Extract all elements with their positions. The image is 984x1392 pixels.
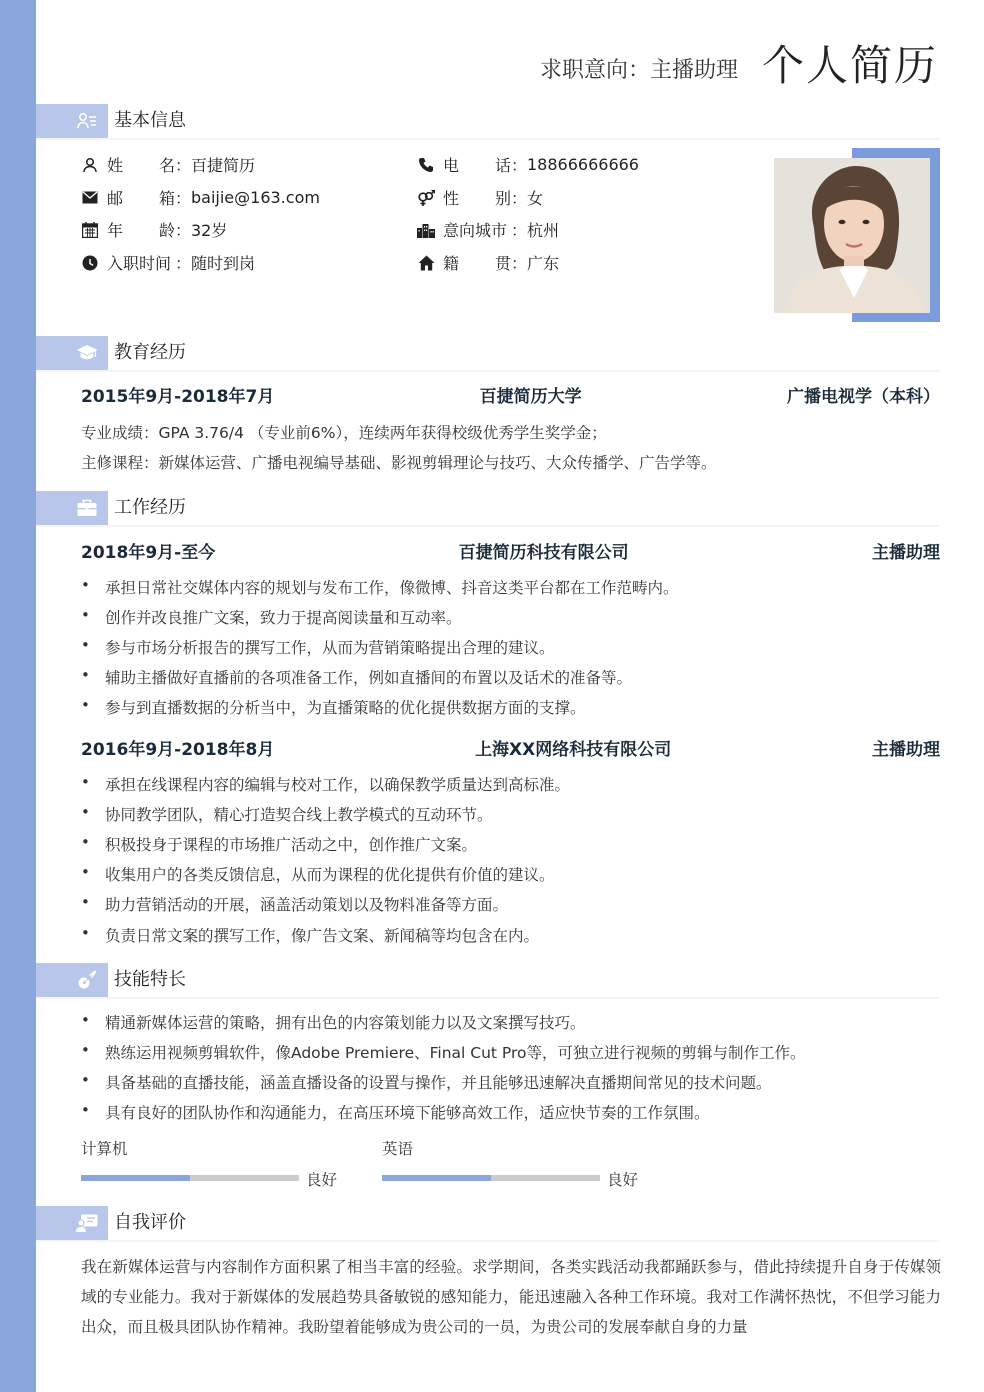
section-title: 教育经历 [114, 342, 186, 363]
section-education [36, 336, 940, 370]
job-bullet: • 积极投身于课程的市场推广活动之中，创作推广文案。 [81, 833, 478, 854]
gender-icon [417, 189, 435, 207]
briefcase-icon [76, 497, 98, 519]
skill-bar-fill [382, 1175, 491, 1181]
info-gender [417, 186, 543, 209]
info-email [81, 186, 320, 209]
job-bullet: • 承担日常社交媒体内容的规划与发布工作，像微博、抖音这类平台都在工作范畴内。 [81, 576, 679, 597]
value-phone: 18866666666 [527, 155, 639, 174]
skill-level-english: 良好 [607, 1171, 639, 1189]
info-phone [417, 153, 639, 176]
left-accent-bar [0, 0, 36, 1392]
info-entry [81, 251, 255, 274]
value-email: baijie@163.com [191, 188, 320, 207]
label-age: 年 龄： [107, 221, 191, 240]
section-skills [36, 963, 940, 997]
job-period: 2018年9月-至今 [81, 543, 216, 563]
info-age [81, 218, 227, 241]
job-company: 上海XX网络科技有限公司 [475, 740, 672, 760]
job-bullet: • 辅助主播做好直播前的各项准备工作，例如直播间的布置以及话术的准备等。 [81, 666, 633, 687]
info-city [417, 218, 559, 241]
value-age: 32岁 [191, 221, 228, 240]
section-title: 工作经历 [114, 497, 186, 518]
section-basic-info [36, 104, 940, 138]
skill-name-computer: 计算机 [81, 1140, 128, 1158]
guitar-icon [76, 969, 98, 991]
person-icon [81, 156, 99, 174]
job-bullet: • 收集用户的各类反馈信息，从而为课程的优化提供有价值的建议。 [81, 863, 555, 884]
job-bullet: • 助力营销活动的开展，涵盖活动策划以及物料准备等方面。 [81, 893, 509, 914]
label-origin: 籍 贯： [443, 254, 527, 273]
skill-bullet: • 具备基础的直播技能，涵盖直播设备的设置与操作，并且能够迅速解决直播期间常见的技术问题。 [81, 1071, 772, 1092]
phone-icon [417, 156, 435, 174]
skill-bullet: • 精通新媒体运营的策略，拥有出色的内容策划能力以及文案撰写技巧。 [81, 1011, 586, 1032]
section-title: 自我评价 [114, 1212, 186, 1233]
info-origin [417, 251, 559, 274]
label-gender: 性 别： [443, 189, 527, 208]
calendar-icon [81, 221, 99, 239]
job-bullet: • 承担在线课程内容的编辑与校对工作，以确保教学质量达到高标准。 [81, 773, 571, 794]
job-row [81, 538, 940, 563]
edu-major: 广播电视学（本科） [787, 387, 940, 407]
edu-period: 2015年9月-2018年7月 [81, 387, 275, 407]
edu-line-2: 主修课程：新媒体运营、广播电视编导基础、影视剪辑理论与技巧、大众传播学、广告学等。 [81, 454, 717, 472]
label-name: 姓 名： [107, 156, 191, 175]
job-bullet: • 参与到直播数据的分析当中，为直播策略的优化提供数据方面的支撑。 [81, 696, 586, 717]
skill-level-computer: 良好 [306, 1171, 338, 1189]
person-list-icon [76, 110, 98, 132]
edu-line-1: 专业成绩：GPA 3.76/4 （专业前6%），连续两年获得校级优秀学生奖学金； [81, 424, 607, 442]
skill-bar-fill [81, 1175, 190, 1181]
section-self-eval [36, 1206, 940, 1240]
skill-bullet: • 熟练运用视频剪辑软件，像Adobe Premiere、Final Cut Pro等，可独立进行视频的剪辑与制作工作。 [81, 1041, 806, 1062]
section-title: 基本信息 [114, 110, 186, 131]
resume-header [540, 38, 938, 94]
job-bullet: • 参与市场分析报告的撰写工作，从而为营销策略提出合理的建议。 [81, 636, 555, 657]
section-work [36, 491, 940, 525]
value-city: 杭州 [527, 221, 560, 240]
info-name [81, 153, 255, 176]
section-title: 技能特长 [114, 969, 186, 990]
job-intent: 求职意向：主播助理 [539, 58, 738, 83]
clock-icon [81, 254, 99, 272]
label-city: 意向城市 ： [443, 221, 527, 240]
graduation-cap-icon [76, 342, 98, 364]
skill-bullet: • 具有良好的团队协作和沟通能力，在高压环境下能够高效工作，适应快节奏的工作氛围。 [81, 1101, 710, 1122]
label-email: 邮 箱： [107, 189, 191, 208]
education-row [81, 382, 940, 407]
skill-bar-computer [81, 1175, 299, 1181]
label-phone: 电 话： [443, 156, 527, 175]
edu-school: 百捷简历大学 [479, 387, 582, 407]
job-period: 2016年9月-2018年8月 [81, 740, 275, 760]
home-icon [417, 254, 435, 272]
skill-name-english: 英语 [382, 1140, 414, 1158]
value-entry: 随时到岗 [191, 254, 256, 273]
value-gender: 女 [527, 189, 544, 208]
chat-user-icon [76, 1212, 98, 1234]
job-company: 百捷简历科技有限公司 [458, 543, 629, 563]
job-bullet: • 创作并改良推广文案，致力于提高阅读量和互动率。 [81, 606, 462, 627]
value-origin: 广东 [527, 254, 560, 273]
envelope-icon [81, 189, 99, 207]
profile-photo [774, 158, 930, 313]
job-row [81, 735, 940, 760]
job-role: 主播助理 [872, 740, 940, 760]
label-entry: 入职时间 ： [107, 254, 191, 273]
job-bullet: • 协同教学团队，精心打造契合线上教学模式的互动环节。 [81, 803, 493, 824]
self-eval-text: 我在新媒体运营与内容制作方面积累了相当丰富的经验。求学期间，各类实践活动我都踊跃参与，借此持续提升自身于传媒领域的专业能力。我对于新媒体的发展趋势具备敏锐的感知能力，能迅速融入各种工作环境。我对工作满怀热忱，不但学习能力出众，而且极具团队协作精神。我盼望着能够成为贵公司的一员，为贵公司的发展奉献自身的力量 [81, 1258, 941, 1336]
value-name: 百捷简历 [191, 156, 256, 175]
city-buildings-icon [417, 221, 435, 239]
skill-bar-english [382, 1175, 600, 1181]
resume-title: 个人简历 [761, 41, 938, 90]
job-role: 主播助理 [871, 543, 940, 563]
job-bullet: • 负责日常文案的撰写工作，像广告文案、新闻稿等均包含在内。 [81, 924, 540, 945]
